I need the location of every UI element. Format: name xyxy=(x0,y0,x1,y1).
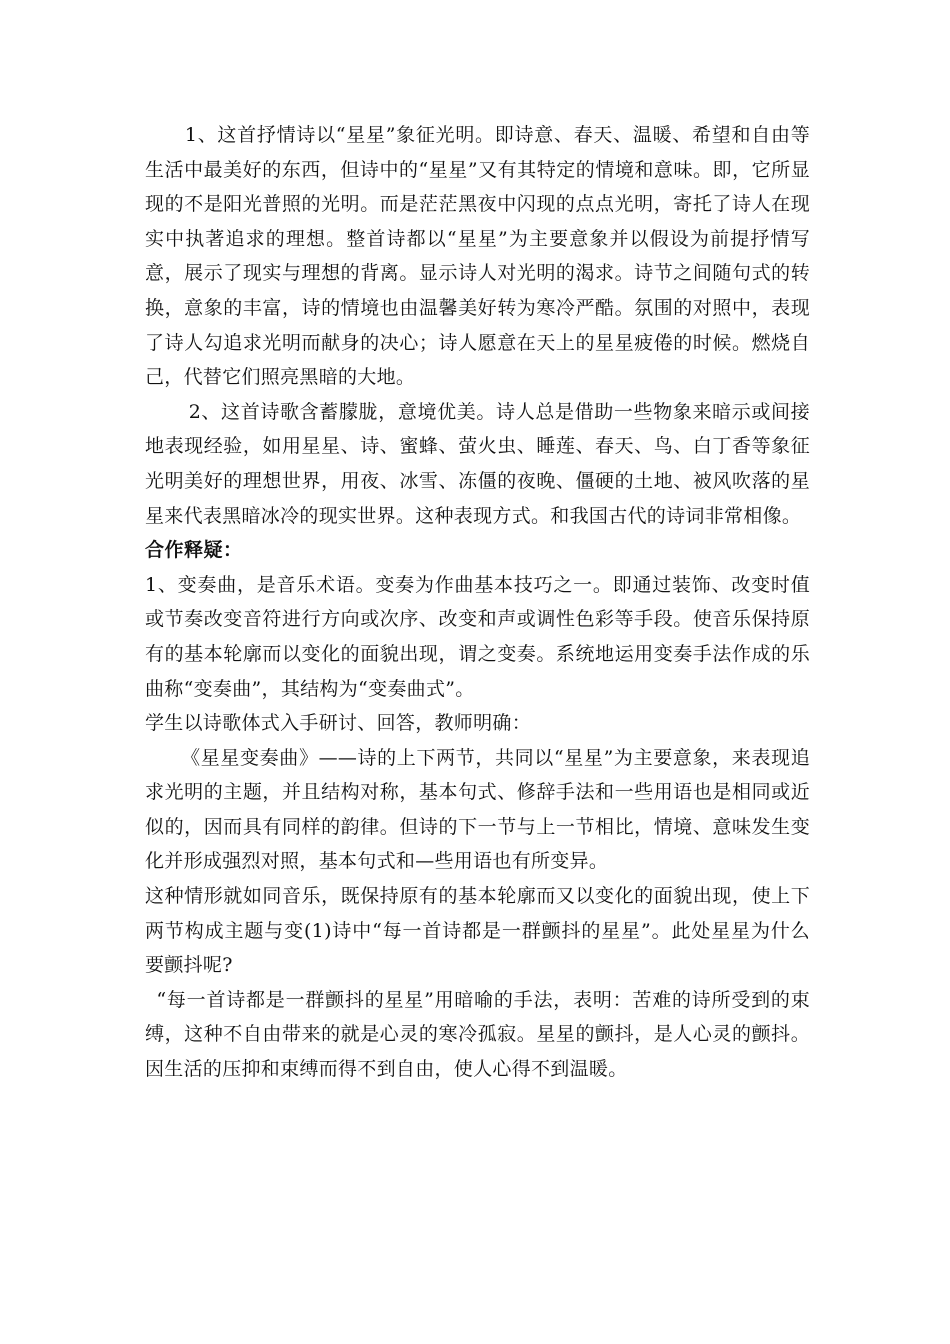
document-body xyxy=(145,118,810,1087)
section-heading-cooperation: 合作释疑： xyxy=(145,539,243,562)
paragraph-star-symbolism: 1、这首抒情诗以“星星”象征光明。即诗意、春天、温暖、希望和自由等生活中最美好的东西，但诗中的“星星”又有其特定的情境和意味。即，它所显现的不是阳光普照的光明。而是茫茫黑夜中闪现的点点光明，寄托了诗人在现实中执著追求的理想。整首诗都以“星星”为主要意象并以假设为前提抒情写意，展示了现实与理想的背离。显示诗人对光明的渴求。诗节之间随句式的转换，意象的丰富，诗的情境也由温馨美好转为寒冷严酷。氛围的对照中，表现了诗人勾追求光明而献身的决心；诗人愿意在天上的星星疲倦的时候。燃烧自己，代替它们照亮黑暗的大地。 xyxy=(145,124,810,389)
paragraph-trembling-stars: “每一首诗都是一群颤抖的星星”用暗喻的手法，表明：苦难的诗所受到的束缚，这种不自由带来的就是心灵的寒冷孤寂。星星的颤抖，是人心灵的颤抖。因生活的压抑和束缚而得不到自由，使人心得不到温暖。 xyxy=(145,988,810,1081)
paragraph-poetic-style: 2、这首诗歌含蓄朦胧，意境优美。诗人总是借助一些物象来暗示或间接地表现经验，如用星星、诗、蜜蜂、萤火虫、睡莲、春天、鸟、白丁香等象征光明美好的理想世界，用夜、冰雪、冻僵的夜晚、僵硬的土地、被风吹落的星星来代表黑暗冰冷的现实世界。这种表现方式。和我国古代的诗词非常相像。 xyxy=(145,400,810,527)
paragraph-music-analogy: 这种情形就如同音乐，既保持原有的基本轮廓而又以变化的面貌出现，使上下两节构成主题与变(1)诗中“每一首诗都是一群颤抖的星星”。此处星星为什么要颤抖呢? xyxy=(145,885,810,977)
paragraph-variation-definition: 1、变奏曲，是音乐术语。变奏为作曲基本技巧之一。即通过装饰、改变时值或节奏改变音符进行方向或次序、改变和声或调性色彩等手段。使音乐保持原有的基本轮廓而以变化的面貌出现，谓之变奏。系统地运用变奏手法作成的乐曲称“变奏曲”，其结构为“变奏曲式”。 xyxy=(145,573,810,700)
paragraph-poem-structure: 《星星变奏曲》——诗的上下两节，共同以“星星”为主要意象，来表现追求光明的主题，并且结构对称，基本句式、修辞手法和一些用语也是相同或近似的，因而具有同样的韵律。但诗的下一节与上一节相比，情境、意味发生变化并形成强烈对照，基本句式和—些用语也有所变异。 xyxy=(145,746,810,873)
paragraph-student-discussion: 学生以诗歌体式入手研讨、回答，教师明确： xyxy=(145,712,532,735)
